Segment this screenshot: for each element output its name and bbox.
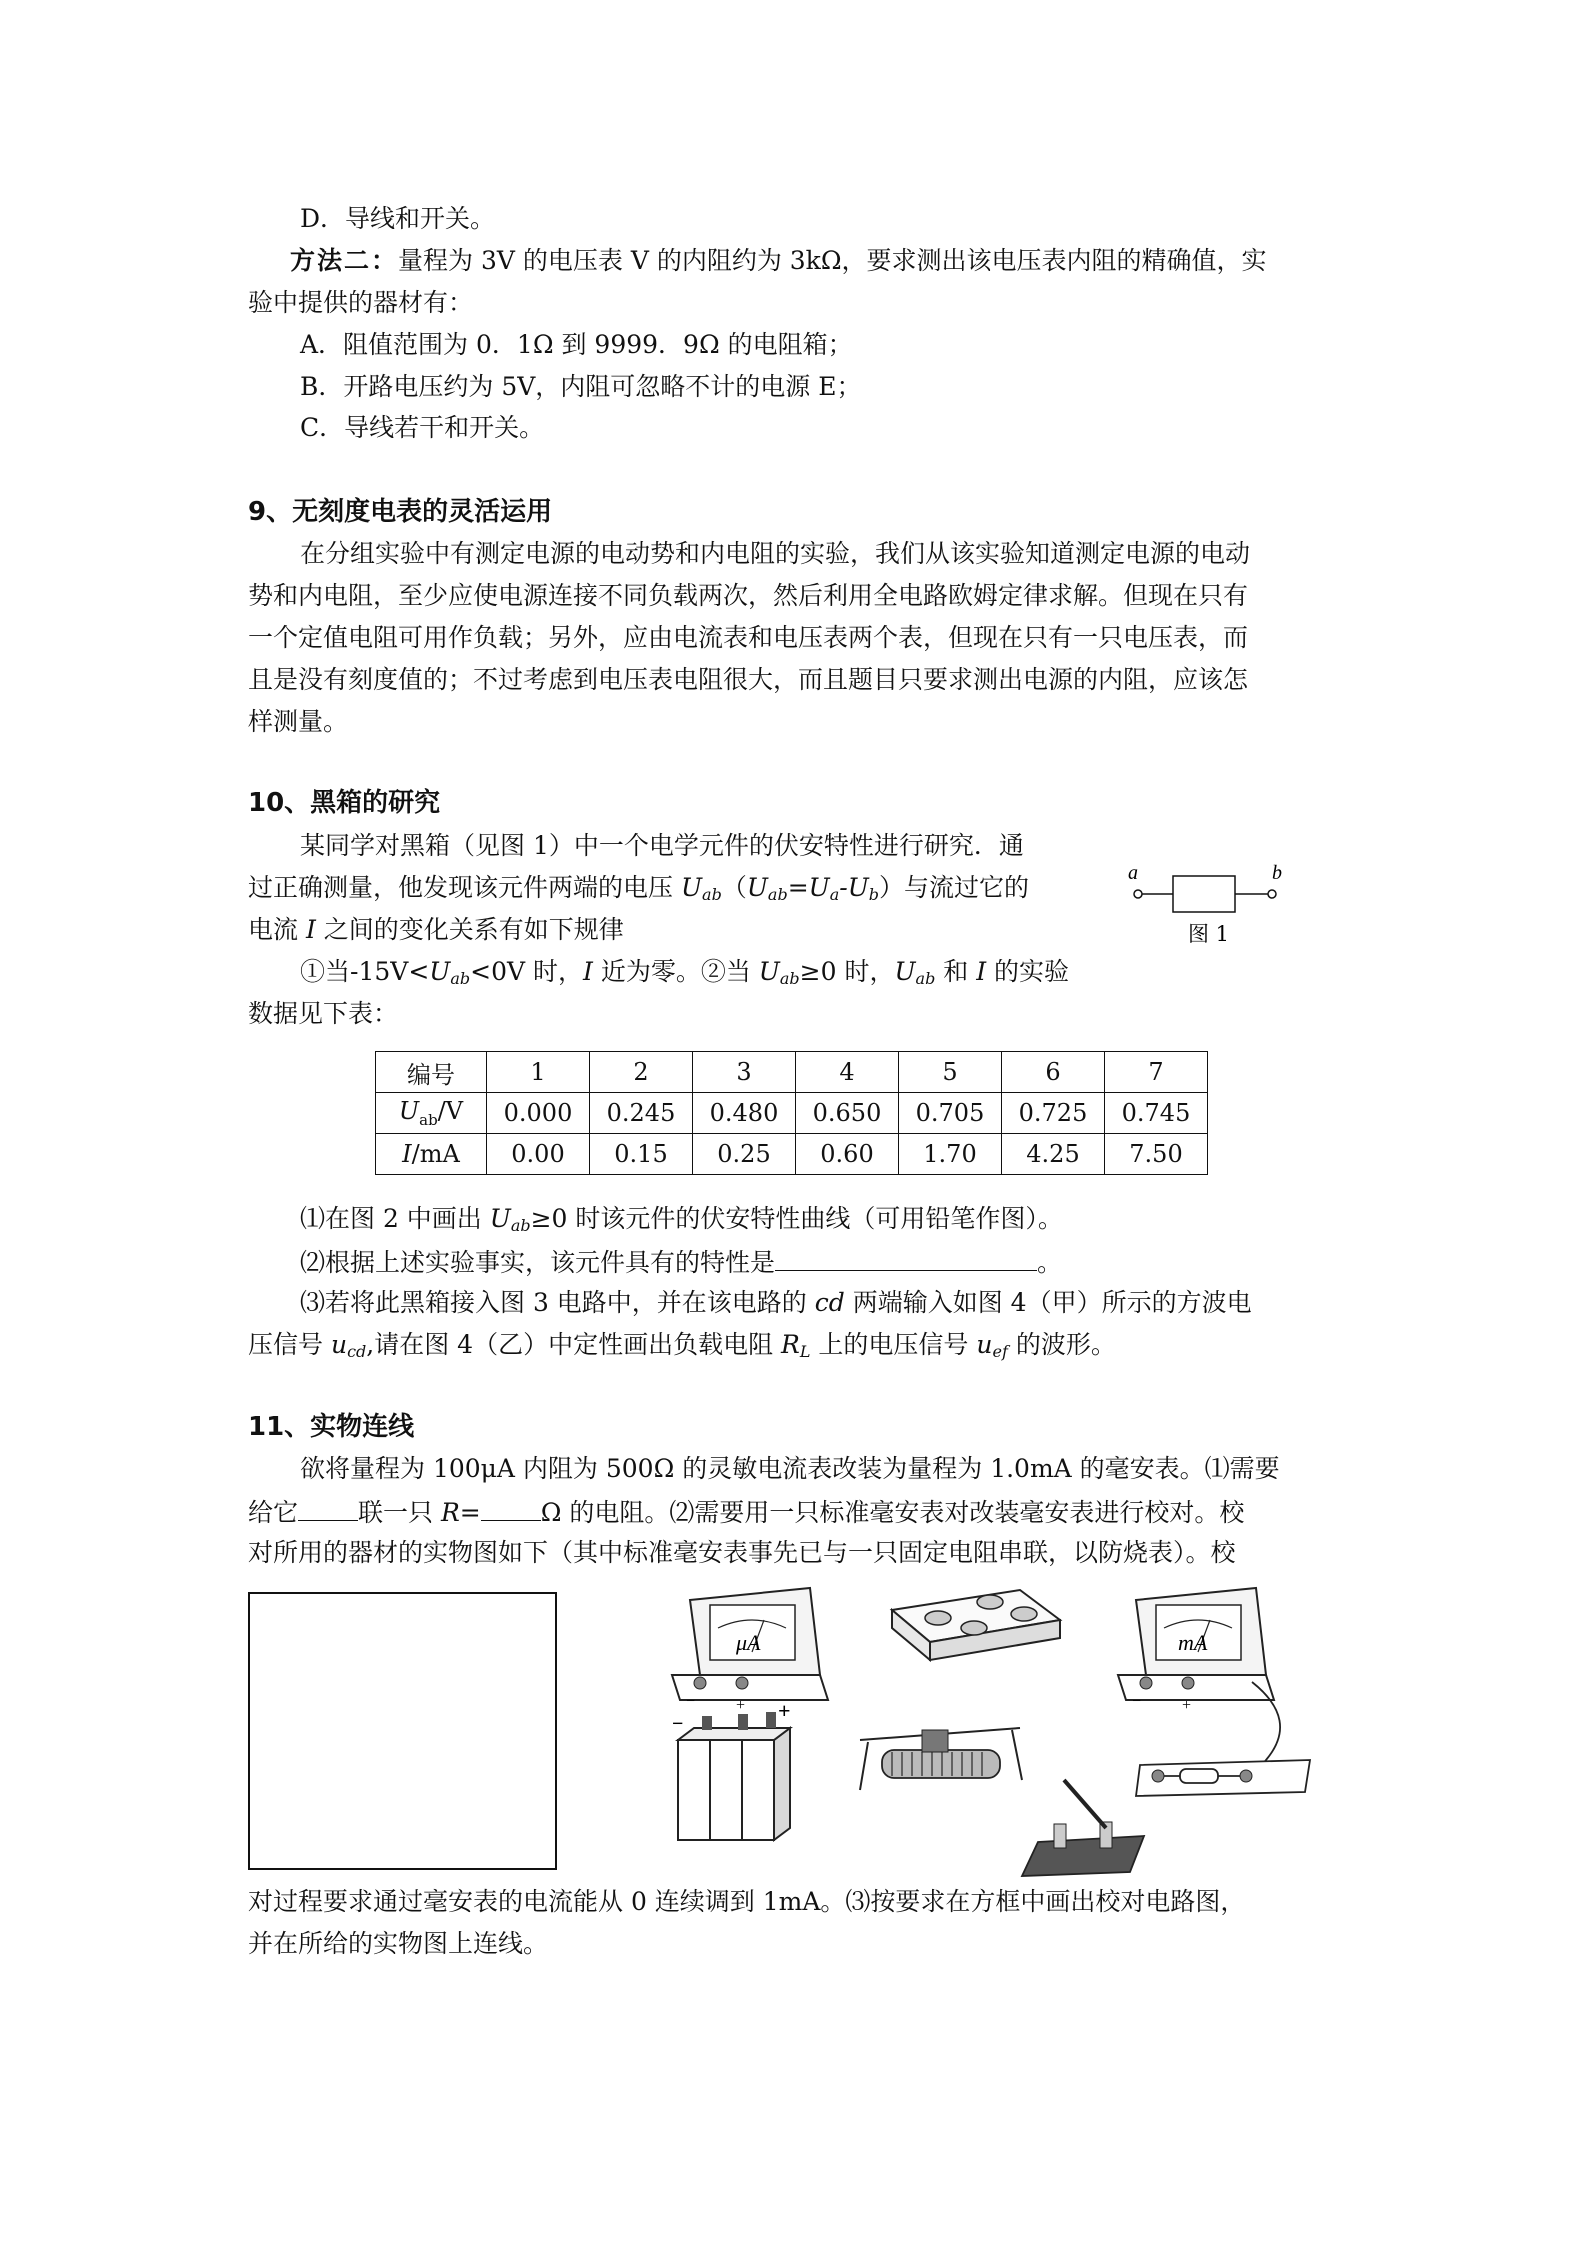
question-1: ⑴在图 2 中画出 $U_{ab}\ge 0$ 时该元件的伏安特性曲线（可用铅笔作图）。 xyxy=(300,1204,1063,1235)
switch xyxy=(1022,1780,1144,1876)
table-row xyxy=(376,1134,1208,1175)
table-cell: 0.15 xyxy=(590,1134,693,1175)
table-row xyxy=(376,1093,1208,1134)
equipment-intro: 验中提供的器材有： xyxy=(248,288,474,317)
table-header-cell: 7 xyxy=(1105,1052,1208,1093)
option-a: A．阻值范围为 0．1Ω 到 9999．9Ω 的电阻箱； xyxy=(300,330,853,359)
battery-terminal xyxy=(738,1714,748,1730)
question-3-cont: 压信号 $u_{cd}$,请在图 4（乙）中定性画出负载电阻 $R_L$ 上的电压信号 $u_{ef}$ 的波形。 xyxy=(248,1330,1116,1361)
table-cell: 1.70 xyxy=(899,1134,1002,1175)
table-cell: 0.705 xyxy=(899,1093,1002,1134)
table-header-cell: 4 xyxy=(796,1052,899,1093)
question-3: ⑶若将此黑箱接入图 3 电路中，并在该电路的 cd 两端输入如图 4（甲）所示的方波电 xyxy=(300,1288,1252,1317)
meter-label: μA xyxy=(736,1630,761,1655)
section11-para-line: 对所用的器材的实物图如下（其中标准毫安表事先已与一只固定电阻串联，以防烧表）。校 xyxy=(248,1538,1236,1567)
knob xyxy=(961,1621,987,1635)
table-header-cell: 6 xyxy=(1002,1052,1105,1093)
question-2: ⑵根据上述实验事实，该元件具有的特性是 。 xyxy=(300,1244,1062,1280)
terminal-plus-label: + xyxy=(1182,1697,1192,1714)
section11-para-line: 并在所给的实物图上连线。 xyxy=(248,1929,549,1958)
option-c: C．导线若干和开关。 xyxy=(300,413,545,442)
table-cell: 0.60 xyxy=(796,1134,899,1175)
battery-minus-label: − xyxy=(672,1713,684,1735)
battery-plus-label: + xyxy=(778,1698,791,1723)
battery-terminal xyxy=(702,1716,712,1730)
table-cell: 0.00 xyxy=(487,1134,590,1175)
rheostat-slider xyxy=(922,1730,948,1752)
switch-post xyxy=(1054,1824,1066,1848)
table-row-label: I/mA xyxy=(376,1134,487,1175)
battery-cell xyxy=(742,1740,774,1840)
terminal xyxy=(1152,1770,1164,1782)
equipment-illustration xyxy=(660,1580,1320,1880)
terminal xyxy=(694,1677,706,1689)
option-b: B．开路电压约为 5V，内阻可忽略不计的电源 E； xyxy=(300,372,862,401)
table-header-cell: 2 xyxy=(590,1052,693,1093)
figure1-caption: 图 1 xyxy=(1188,922,1230,946)
table-cell: 0.000 xyxy=(487,1093,590,1134)
table-header-cell: 5 xyxy=(899,1052,1002,1093)
knob xyxy=(977,1595,1003,1609)
terminal-minus-label: − xyxy=(1132,1693,1142,1710)
table-cell: 0.745 xyxy=(1105,1093,1208,1134)
battery-cell xyxy=(710,1740,742,1840)
section11-para-line: 给它 联一只 R= Ω 的电阻。⑵需要用一只标准毫安表对改装毫安表进行校对。校 xyxy=(248,1494,1244,1530)
section9-para-line: 一个定值电阻可用作负载；另外，应由电流表和电压表两个表，但现在只有一只电压表，而 xyxy=(248,623,1249,652)
option-d: D．导线和开关。 xyxy=(300,204,496,233)
section10-para-line: 数据见下表： xyxy=(248,999,399,1028)
section9-para-line: 势和内电阻，至少应使电源连接不同负载两次，然后利用全电路欧姆定律求解。但现在只有 xyxy=(248,581,1249,610)
section11-title: 11、实物连线 xyxy=(248,1412,415,1442)
terminal xyxy=(736,1677,748,1689)
terminal-plus-label: + xyxy=(736,1697,746,1714)
switch-blade xyxy=(1064,1780,1106,1828)
method-two-label: 方法二： xyxy=(290,246,399,275)
terminal-a xyxy=(1134,890,1142,898)
data-table xyxy=(375,1051,1208,1175)
terminal xyxy=(1140,1677,1152,1689)
answer-blank[interactable] xyxy=(298,1494,358,1521)
rheostat xyxy=(860,1728,1022,1790)
terminal xyxy=(1182,1677,1194,1689)
section10-para-line: ①当$-15V<U_{ab}<0V$ 时，I 近为零。②当 $U_{ab}\ge 0$ 时，$U_{ab}$ 和 I 的实验 xyxy=(300,957,1070,988)
table-header-cell: 编号 xyxy=(376,1052,487,1093)
section10-title: 10、黑箱的研究 xyxy=(248,788,441,818)
section9-para-line: 样测量。 xyxy=(248,707,349,736)
table-row xyxy=(376,1052,1208,1093)
table-cell: 0.245 xyxy=(590,1093,693,1134)
label-b: b xyxy=(1272,862,1282,884)
battery-cell xyxy=(678,1740,710,1840)
section10-para-line: 某同学对黑箱（见图 1）中一个电学元件的伏安特性进行研究．通 xyxy=(300,831,1024,860)
terminal-b xyxy=(1268,890,1276,898)
switch-base xyxy=(1022,1836,1144,1876)
knob xyxy=(925,1611,951,1625)
black-box-rect xyxy=(1173,876,1235,912)
method-two-line xyxy=(290,244,1267,278)
section11-para-line: 对过程要求通过毫安表的电流能从 0 连续调到 1mA。⑶按要求在方框中画出校对电路图， xyxy=(248,1887,1246,1916)
battery-top xyxy=(678,1728,790,1740)
battery-side xyxy=(774,1728,790,1840)
battery xyxy=(672,1698,791,1840)
table-header-cell: 3 xyxy=(693,1052,796,1093)
section9-title: 9、无刻度电表的灵活运用 xyxy=(248,497,553,527)
table-header-cell: 1 xyxy=(487,1052,590,1093)
fixed-resistor xyxy=(1136,1760,1310,1796)
table-cell: 0.480 xyxy=(693,1093,796,1134)
answer-blank[interactable] xyxy=(775,1244,1037,1271)
method-two-text: 量程为 3V 的电压表 V 的内阻约为 3kΩ，要求测出该电压表内阻的精确值，实 xyxy=(398,246,1267,275)
meter-label: mA xyxy=(1178,1630,1208,1655)
terminal xyxy=(1240,1770,1252,1782)
table-cell: 4.25 xyxy=(1002,1134,1105,1175)
table-cell: 0.25 xyxy=(693,1134,796,1175)
section9-para-line: 在分组实验中有测定电源的电动势和内电阻的实验，我们从该实验知道测定电源的电动 xyxy=(300,539,1251,568)
resistor-body xyxy=(1180,1769,1218,1783)
resistance-box xyxy=(892,1590,1060,1660)
figure1-black-box xyxy=(1118,856,1298,946)
section9-para-line: 且是没有刻度值的；不过考虑到电压表电阻很大，而且题目只要求测出电源的内阻，应该怎 xyxy=(248,665,1249,694)
label-a: a xyxy=(1128,862,1138,884)
section10-para-line: 过正确测量，他发现该元件两端的电压 $U_{ab}(U_{ab}=U_a-U_b)$与流过它的 xyxy=(248,873,1030,904)
answer-blank[interactable] xyxy=(481,1494,541,1521)
terminal-minus-label: − xyxy=(686,1693,696,1710)
section10-para-line: 电流 I 之间的变化关系有如下规律 xyxy=(248,915,624,944)
battery-terminal xyxy=(766,1712,776,1728)
microammeter xyxy=(672,1588,828,1714)
milliammeter xyxy=(1118,1588,1280,1780)
table-cell: 7.50 xyxy=(1105,1134,1208,1175)
section11-para-line: 欲将量程为 100μA 内阻为 500Ω 的灵敏电流表改装为量程为 1.0mA 的毫安表。⑴需要 xyxy=(300,1454,1280,1483)
knob xyxy=(1011,1607,1037,1621)
table-cell: 0.725 xyxy=(1002,1093,1105,1134)
table-row-label: $U_{ab}/V$ xyxy=(376,1093,487,1134)
circuit-drawing-box[interactable] xyxy=(248,1592,557,1870)
table-cell: 0.650 xyxy=(796,1093,899,1134)
